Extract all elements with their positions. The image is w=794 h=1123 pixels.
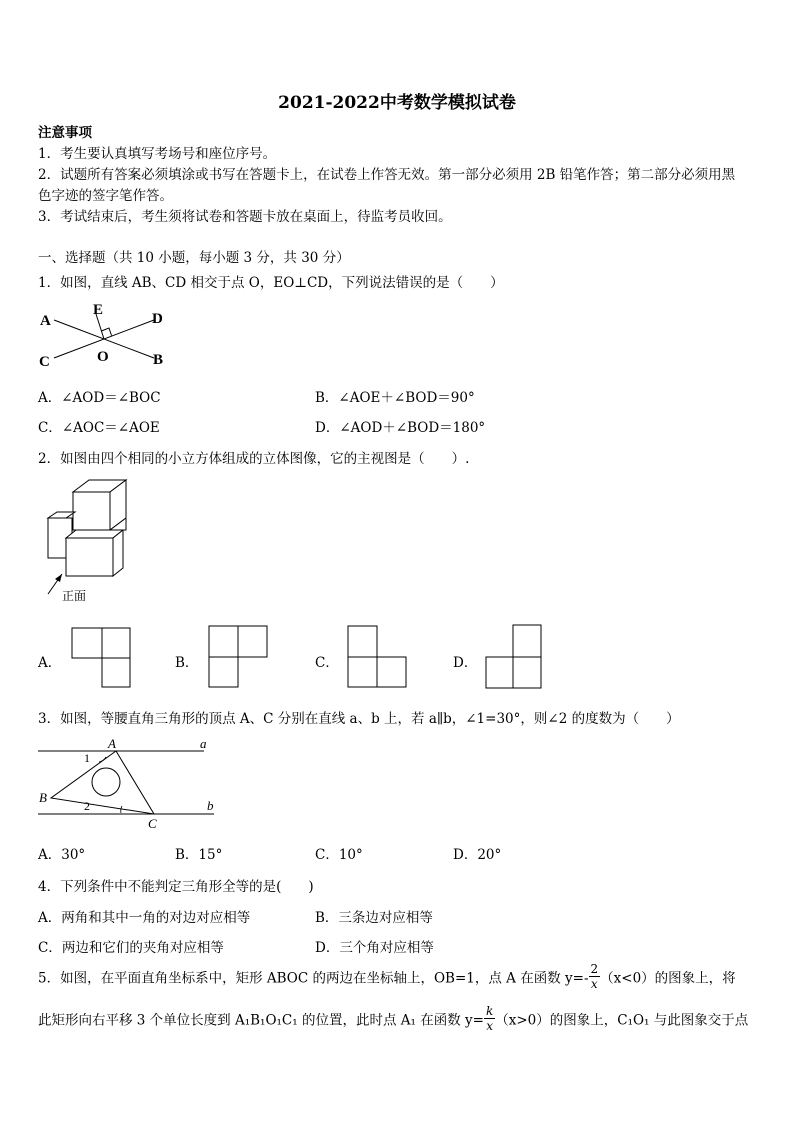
q4-stem: 4．下列条件中不能判定三角形全等的是( ) [38, 879, 314, 895]
notice-heading: 注意事项 [38, 125, 92, 141]
label-b: B [39, 790, 47, 805]
label-c: C [39, 354, 50, 370]
label-line-b: b [207, 798, 214, 813]
label-d: D [152, 311, 163, 327]
label-c: C [148, 816, 157, 831]
q2-cube-figure [40, 478, 140, 603]
q4-option-d: D．三个角对应相等 [315, 940, 434, 956]
label-a: A [108, 736, 116, 751]
notice-item-3: 3．考试结束后，考生须将试卷和答题卡放在桌面上，待监考员收回。 [38, 209, 452, 225]
q5-frac1-den: x [590, 977, 598, 991]
label-a: A [40, 313, 51, 329]
q5-frac1-num: 2 [590, 962, 599, 976]
section-heading: 一、选择题（共 10 小题，每小题 3 分，共 30 分） [38, 250, 350, 266]
q3-figure [34, 736, 224, 832]
q2-option-b-letter: B． [175, 655, 199, 671]
notice-item-2: 2．试题所有答案必须填涂或书写在答题卡上，在试卷上作答无效。第一部分必须用 2B 铅笔作答；第二部分必须用黑 [38, 167, 736, 183]
q2-stem: 2．如图由四个相同的小立方体组成的立体图像，它的主视图是（ ）. [38, 451, 470, 467]
q4-option-b: B．三条边对应相等 [315, 910, 433, 926]
q2-option-d-figure [486, 625, 546, 689]
q1-stem: 1．如图，直线 AB、CD 相交于点 O，EO⊥CD，下列说法错误的是（ ） [38, 275, 504, 291]
front-label: 正面 [62, 589, 87, 603]
q5-line2-a: 此矩形向右平移 3 个单位长度到 A₁B₁O₁C₁ 的位置，此时点 A₁ 在函数 y= [38, 1012, 484, 1029]
q2-option-c-figure [348, 626, 408, 688]
q1-figure [36, 300, 176, 372]
q5-line-1 [38, 962, 736, 991]
q2-option-a-figure [72, 628, 132, 688]
q2-option-b-figure [209, 626, 269, 688]
q3-stem: 3．如图，等腰直角三角形的顶点 A、C 分别在直线 a、b 上，若 a∥b，∠1=30°，则∠2 的度数为（ ） [38, 711, 680, 727]
q5-frac2-num: k [485, 1004, 494, 1018]
q1-option-a: A．∠AOD＝∠BOC [38, 390, 161, 406]
q4-option-a: A．两角和其中一角的对边对应相等 [38, 910, 251, 926]
q5-line1-a: 5．如图，在平面直角坐标系中，矩形 ABOC 的两边在坐标轴上，OB=1，点 A 在函数 y=- [38, 970, 589, 987]
q2-option-a-letter: A． [38, 655, 62, 671]
inscribed-circle [92, 768, 120, 796]
notice-item-2-cont: 色字迹的签字笔作答。 [38, 188, 173, 204]
q5-fraction-1 [589, 962, 601, 991]
q5-fraction-2 [484, 1004, 495, 1033]
q5-line2-b: （x>0）的图象上，C₁O₁ 与此图象交于点 [495, 1012, 749, 1029]
q4-option-c: C．两边和它们的夹角对应相等 [38, 940, 224, 956]
label-two: 2 [84, 799, 90, 813]
notice-item-1: 1．考生要认真填写考场号和座位序号。 [38, 146, 277, 162]
q3-option-c: C．10° [315, 847, 363, 863]
label-line-a: a [200, 736, 207, 751]
q1-option-d: D．∠AOD＋∠BOD＝180° [315, 420, 486, 436]
q1-option-b: B．∠AOE＋∠BOD＝90° [315, 390, 475, 406]
q3-option-d: D．20° [453, 847, 502, 863]
q3-option-a: A．30° [38, 847, 86, 863]
q2-option-d-letter: D． [453, 655, 478, 671]
label-one: 1 [84, 751, 90, 765]
q2-option-c-letter: C． [315, 655, 339, 671]
label-o: O [97, 349, 109, 365]
q3-option-b: B．15° [175, 847, 223, 863]
q1-option-c: C．∠AOC＝∠AOE [38, 420, 160, 436]
q5-line1-b: （x<0）的图象上，将 [600, 970, 736, 987]
q5-frac2-den: x [486, 1019, 493, 1033]
label-b: B [153, 352, 164, 368]
label-e: E [93, 302, 104, 318]
q5-line-2 [38, 1004, 748, 1033]
page-title: 2021-2022中考数学模拟试卷 [278, 93, 516, 113]
